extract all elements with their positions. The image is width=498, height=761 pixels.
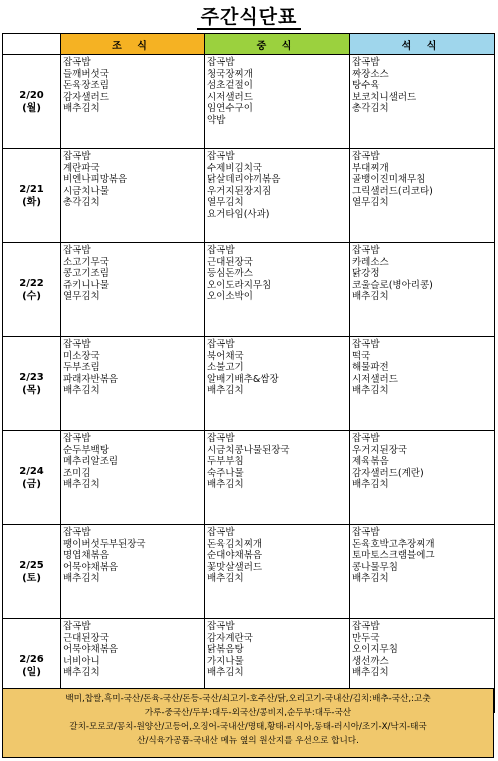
menu-item: 배추김치 <box>207 667 244 679</box>
menu-item: 돈육장조림 <box>63 80 109 92</box>
weekday-label: (수) <box>22 290 41 302</box>
menu-item: 배추김치 <box>63 479 100 491</box>
menu-item: 계란파국 <box>63 162 100 174</box>
header-corner <box>3 34 61 55</box>
breakfast-cell <box>61 149 205 243</box>
menu-item: 배추김치 <box>352 291 389 303</box>
header-dinner: 석 식 <box>350 34 495 55</box>
menu-item: 잡곡밥 <box>63 621 91 632</box>
menu-item: 순두부백탕 <box>63 444 109 456</box>
menu-item: 배추김치 <box>352 479 389 491</box>
lunch-cell <box>205 243 350 337</box>
page-title-text: 주간식단표 <box>197 6 302 30</box>
weekday-label: (토) <box>22 572 41 584</box>
page-title <box>0 2 498 29</box>
menu-item: 보코치니샐러드 <box>352 91 417 103</box>
menu-item: 약밥 <box>207 114 226 126</box>
menu-item: 잡곡밥 <box>352 621 380 632</box>
menu-item: 돈육김치찌개 <box>207 538 263 550</box>
menu-item: 시금치콩나물된장국 <box>207 444 290 456</box>
menu-item: 잡곡밥 <box>207 151 235 162</box>
date-cell <box>3 149 61 243</box>
breakfast-cell <box>61 525 205 619</box>
menu-item: 요거타임(사과) <box>207 208 270 220</box>
menu-item: 꽃맛살샐러드 <box>207 561 263 573</box>
menu-item: 짜장소스 <box>352 68 389 80</box>
menu-item: 골뱅이진미채무침 <box>352 174 426 186</box>
breakfast-cell <box>61 55 205 149</box>
menu-item: 순대야채볶음 <box>207 550 263 562</box>
menu-item: 잡곡밥 <box>352 339 380 350</box>
menu-item: 팽이버섯두부된장국 <box>63 538 146 550</box>
menu-item: 섬초겉절이 <box>207 80 253 92</box>
menu-item: 시저샐러드 <box>352 373 398 385</box>
date-cell <box>3 337 61 431</box>
menu-item: 임연수구이 <box>207 103 253 115</box>
menu-item: 배추김치 <box>352 573 389 585</box>
menu-item: 어묵야채볶음 <box>63 644 119 656</box>
menu-item: 잡곡밥 <box>352 433 380 444</box>
menu-item: 등심돈까스 <box>207 268 253 280</box>
menu-item: 배추김치 <box>352 385 389 397</box>
date-label: 2/21 <box>19 183 44 195</box>
menu-item: 파래자반볶음 <box>63 373 119 385</box>
menu-item: 잡곡밥 <box>352 245 380 256</box>
date-label: 2/24 <box>19 465 44 477</box>
menu-item: 우거지된장지짐 <box>207 185 272 197</box>
dinner-cell <box>350 337 495 431</box>
menu-item: 명엽채볶음 <box>63 550 109 562</box>
menu-item: 알배기배추&쌈장 <box>207 373 279 385</box>
menu-item: 잡곡밥 <box>207 527 235 538</box>
menu-item: 우거지된장국 <box>352 444 408 456</box>
notice-line: 갈치-모로코/꽁치-원양산/고등어,오징어-국내산/명태,황태-러시아,동태-러시아/조기-X/낙지-태국 <box>69 722 427 732</box>
menu-item: 탕수육 <box>352 80 380 92</box>
lunch-cell <box>205 55 350 149</box>
menu-item: 잡곡밥 <box>207 339 235 350</box>
menu-item: 잡곡밥 <box>352 151 380 162</box>
menu-item: 잡곡밥 <box>63 339 91 350</box>
menu-item: 쥬키니나물 <box>63 279 109 291</box>
header-breakfast: 조 식 <box>61 34 205 55</box>
menu-item: 해물파전 <box>352 362 389 374</box>
lunch-cell <box>205 337 350 431</box>
menu-item: 배추김치 <box>63 573 100 585</box>
menu-item: 숙주나물 <box>207 467 244 479</box>
menu-item: 열무김치 <box>352 197 389 209</box>
menu-item: 감자샐러드 <box>63 91 109 103</box>
menu-item: 열무김치 <box>207 197 244 209</box>
weekday-label: (금) <box>22 478 41 490</box>
menu-item: 근대된장국 <box>207 256 253 268</box>
menu-item: 오이소박이 <box>207 291 253 303</box>
menu-item: 배추김치 <box>207 573 244 585</box>
date-cell <box>3 243 61 337</box>
menu-item: 어묵야채볶음 <box>63 561 119 573</box>
menu-item: 들깨버섯국 <box>63 68 109 80</box>
dinner-cell <box>350 149 495 243</box>
menu-item: 감자샐러드(계란) <box>352 467 424 479</box>
menu-item: 만두국 <box>352 632 380 644</box>
weekday-label: (화) <box>22 196 41 208</box>
breakfast-cell <box>61 337 205 431</box>
menu-item: 시저샐러드 <box>207 91 253 103</box>
menu-item: 열무김치 <box>63 291 100 303</box>
day-row <box>3 149 495 243</box>
breakfast-cell <box>61 243 205 337</box>
menu-item: 잡곡밥 <box>63 151 91 162</box>
dinner-cell <box>350 243 495 337</box>
menu-item: 잡곡밥 <box>207 57 235 68</box>
lunch-cell <box>205 149 350 243</box>
menu-item: 닭살데리야끼볶음 <box>207 174 281 186</box>
menu-item: 콩고기조림 <box>63 268 109 280</box>
menu-item: 두부부침 <box>207 456 244 468</box>
notice-line: 가루-중국산/두부:대두-외국산/콩비지,순두부:대두-국산 <box>144 708 352 718</box>
menu-item: 콩나물무침 <box>352 561 398 573</box>
date-label: 2/25 <box>19 559 44 571</box>
menu-item: 근대된장국 <box>63 632 109 644</box>
menu-item: 북어채국 <box>207 350 244 362</box>
weekday-label: (목) <box>22 384 41 396</box>
day-row <box>3 337 495 431</box>
menu-item: 토마토스크램블에그 <box>352 550 435 562</box>
menu-item: 코울슬로(병아리콩) <box>352 279 433 291</box>
menu-item: 닭강정 <box>352 268 380 280</box>
origin-notice <box>2 688 494 758</box>
menu-item: 배추김치 <box>63 385 100 397</box>
day-row <box>3 431 495 525</box>
menu-item: 생선까스 <box>352 655 389 667</box>
day-row <box>3 525 495 619</box>
menu-item: 잡곡밥 <box>207 245 235 256</box>
menu-item: 배추김치 <box>207 385 244 397</box>
date-cell <box>3 55 61 149</box>
day-row <box>3 243 495 337</box>
menu-item: 오이도라지무침 <box>207 279 272 291</box>
dinner-cell <box>350 431 495 525</box>
menu-item: 잡곡밥 <box>207 433 235 444</box>
menu-item: 배추김치 <box>63 667 100 679</box>
menu-item: 잡곡밥 <box>352 57 380 68</box>
menu-item: 배추김치 <box>207 479 244 491</box>
menu-item: 제육볶음 <box>352 456 389 468</box>
menu-item: 비엔나피망볶음 <box>63 174 128 186</box>
menu-item: 배추김치 <box>63 103 100 115</box>
notice-line: 산/식육가공품-국내산 메뉴 옆의 원산지를 우선으로 합니다. <box>137 736 359 746</box>
menu-item: 잡곡밥 <box>63 245 91 256</box>
menu-item: 소불고기 <box>207 362 244 374</box>
date-label: 2/20 <box>19 89 44 101</box>
dinner-cell <box>350 525 495 619</box>
header-lunch: 중 식 <box>205 34 350 55</box>
date-label: 2/26 <box>19 653 44 665</box>
menu-item: 미소장국 <box>63 350 100 362</box>
menu-item: 잡곡밥 <box>63 527 91 538</box>
dinner-cell <box>350 55 495 149</box>
menu-item: 청국장찌개 <box>207 68 253 80</box>
menu-item: 오이지무침 <box>352 644 398 656</box>
lunch-cell <box>205 525 350 619</box>
menu-item: 그릭샐러드(리코타) <box>352 185 433 197</box>
menu-item: 수제비김치국 <box>207 162 263 174</box>
menu-item: 배추김치 <box>352 667 389 679</box>
menu-item: 너비아니 <box>63 655 100 667</box>
menu-table <box>2 33 495 713</box>
menu-item: 총각김치 <box>63 197 100 209</box>
menu-item: 돈육호박고추장찌개 <box>352 538 435 550</box>
menu-item: 소고기무국 <box>63 256 109 268</box>
menu-item: 조미김 <box>63 467 91 479</box>
header-row <box>3 34 495 55</box>
menu-item: 잡곡밥 <box>207 621 235 632</box>
menu-item: 잡곡밥 <box>352 527 380 538</box>
menu-item: 두부조림 <box>63 362 100 374</box>
menu-item: 총각김치 <box>352 103 389 115</box>
menu-item: 가지나물 <box>207 655 244 667</box>
menu-item: 시금치나물 <box>63 185 109 197</box>
menu-item: 닭볶음탕 <box>207 644 244 656</box>
menu-item: 메추리알조림 <box>63 456 119 468</box>
date-cell <box>3 525 61 619</box>
breakfast-cell <box>61 431 205 525</box>
menu-item: 잡곡밥 <box>63 57 91 68</box>
date-cell <box>3 431 61 525</box>
date-label: 2/22 <box>19 277 44 289</box>
weekday-label: (월) <box>22 102 41 114</box>
menu-item: 카레소스 <box>352 256 389 268</box>
menu-body <box>3 55 495 713</box>
notice-line: 백미,찹쌀,흑미-국산/돈육-국산/돈등-국산/쇠고기-호주산/닭,오리고기-국내산/김치:배추-국산,:고춧 <box>65 694 431 704</box>
weekday-label: (일) <box>22 666 41 678</box>
menu-item: 감자계란국 <box>207 632 253 644</box>
lunch-cell <box>205 431 350 525</box>
day-row <box>3 55 495 149</box>
menu-item: 떡국 <box>352 350 371 362</box>
date-label: 2/23 <box>19 371 44 383</box>
menu-item: 잡곡밥 <box>63 433 91 444</box>
menu-item: 부대찌개 <box>352 162 389 174</box>
